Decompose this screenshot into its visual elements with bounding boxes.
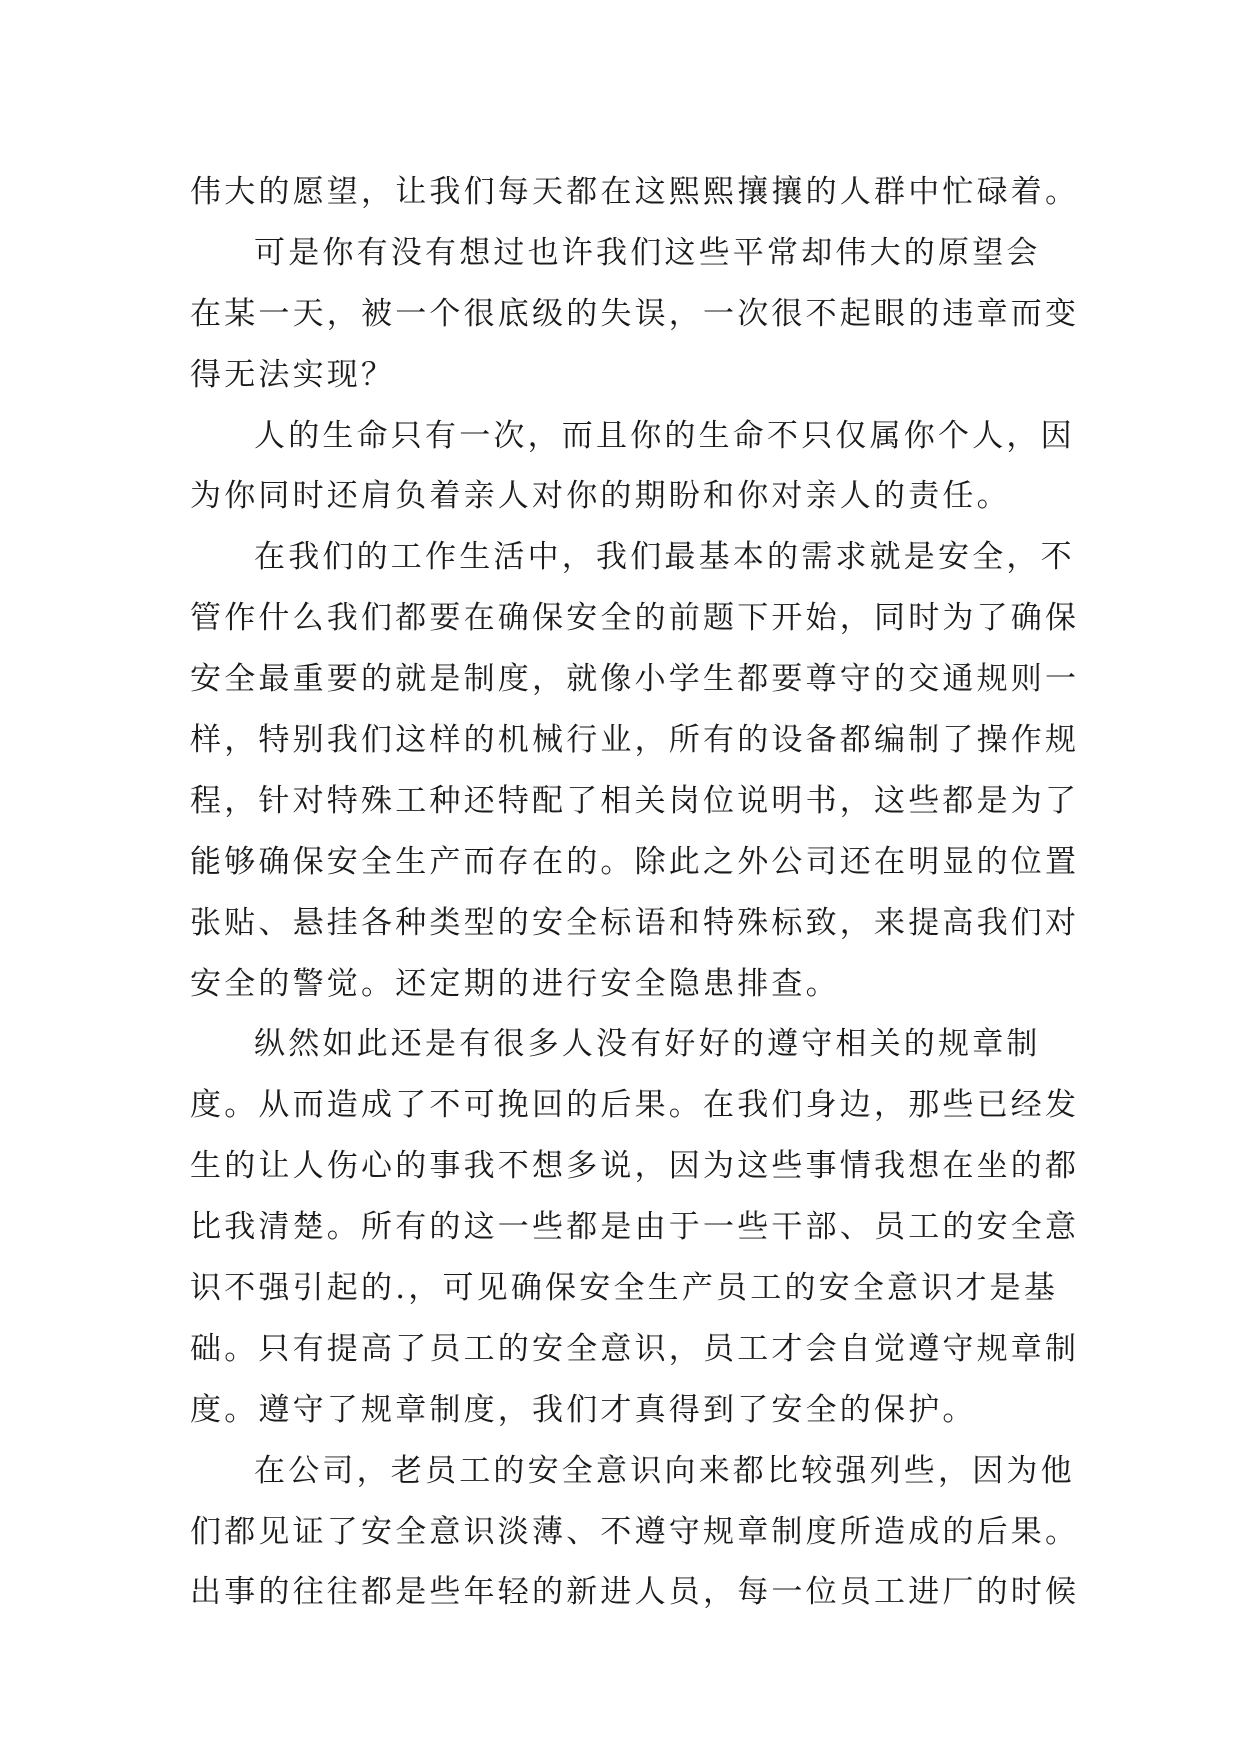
text-line: 安全最重要的就是制度，就像小学生都要尊守的交通规则一 bbox=[190, 661, 1080, 698]
text-line: 度。遵守了规章制度，我们才真得到了安全的保护。 bbox=[190, 1391, 977, 1428]
text-line: 为你同时还肩负着亲人对你的期盼和你对亲人的责任。 bbox=[190, 478, 1011, 515]
text-line: 程，针对特殊工种还特配了相关岗位说明书，这些都是为了 bbox=[190, 782, 1080, 819]
text-line: 们都见证了安全意识淡薄、不遵守规章制度所造成的后果。 bbox=[190, 1513, 1080, 1550]
text-line: 样，特别我们这样的机械行业，所有的设备都编制了操作规 bbox=[190, 722, 1080, 759]
text-line: 得无法实现？ bbox=[190, 356, 396, 393]
text-line: 可是你有没有想过也许我们这些平常却伟大的原望会 bbox=[254, 234, 1041, 271]
text-line: 在某一天，被一个很底级的失误，一次很不起眼的违章而变 bbox=[190, 295, 1080, 332]
text-line: 比我清楚。所有的这一些都是由于一些干部、员工的安全意 bbox=[190, 1209, 1080, 1246]
text-line: 人的生命只有一次，而且你的生命不只仅属你个人，因 bbox=[254, 417, 1075, 454]
text-line: 识不强引起的.，可见确保安全生产员工的安全意识才是基 bbox=[190, 1270, 1059, 1307]
text-line: 管作什么我们都要在确保安全的前题下开始，同时为了确保 bbox=[190, 600, 1080, 637]
text-line: 在公司，老员工的安全意识向来都比较强列些，因为他 bbox=[254, 1452, 1075, 1489]
text-line: 在我们的工作生活中，我们最基本的需求就是安全，不 bbox=[254, 539, 1075, 576]
document-body bbox=[190, 162, 1080, 1623]
text-line: 伟大的愿望，让我们每天都在这熙熙攘攘的人群中忙碌着。 bbox=[190, 174, 1080, 210]
text-line: 础。只有提高了员工的安全意识，员工才会自觉遵守规章制 bbox=[190, 1330, 1080, 1367]
text-line: 张贴、悬挂各种类型的安全标语和特殊标致，来提高我们对 bbox=[190, 904, 1080, 941]
text-line: 纵然如此还是有很多人没有好好的遵守相关的规章制 bbox=[254, 1026, 1041, 1063]
text-line: 安全的警觉。还定期的进行安全隐患排查。 bbox=[190, 965, 840, 1002]
text-line: 生的让人伤心的事我不想多说，因为这些事情我想在坐的都 bbox=[190, 1148, 1080, 1185]
text-line: 出事的往往都是些年轻的新进人员，每一位员工进厂的时候 bbox=[190, 1574, 1080, 1611]
text-line: 能够确保安全生产而存在的。除此之外公司还在明显的位置 bbox=[190, 843, 1080, 880]
text-line: 度。从而造成了不可挽回的后果。在我们身边，那些已经发 bbox=[190, 1087, 1080, 1124]
